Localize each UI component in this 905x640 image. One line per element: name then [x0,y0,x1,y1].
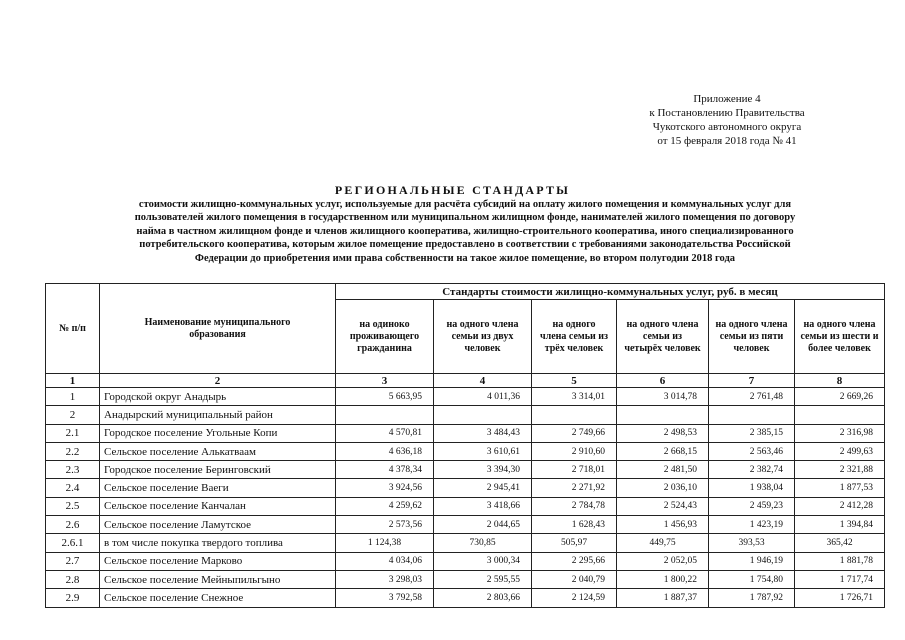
row-value-col-6 [617,406,709,424]
row-value-col-7: 1 946,19 [709,552,795,570]
row-municipality: в том числе покупка твердого топлива [100,534,336,552]
row-municipality: Сельское поселение Мейныпильгыно [100,570,336,588]
row-value-col-4: 3 000,34 [434,552,532,570]
row-value-col-5: 2 124,59 [532,589,617,607]
subtitle-line: пользователей жилого помещения в государственном или муниципальном жилищном фонде, нанимателей жилого помещения по договору [134,212,796,224]
header-sub-2: на одного члена семьи из двух человек [434,300,532,374]
table-row [46,424,885,442]
table-row [46,461,885,479]
row-municipality: Сельское поселение Канчалан [100,497,336,515]
row-value-col-3: 2 573,56 [336,516,434,534]
row-value-col-6: 2 668,15 [617,442,709,460]
row-number: 2.1 [46,424,100,442]
row-value-col-7: 2 385,15 [709,424,795,442]
row-value-col-7: 2 459,23 [709,497,795,515]
table-row [46,589,885,607]
row-value-col-8: 2 669,26 [795,388,885,406]
row-value-col-5: 1 628,43 [532,516,617,534]
row-value-col-4: 2 945,41 [434,479,532,497]
table-row [46,406,885,424]
subtitle-line: потребительского кооператива, которым жилое помещение предоставлено в соответствии с требованиями законодательства Российской [139,239,791,251]
row-value-col-7: 1 754,80 [709,570,795,588]
row-value-col-7: 2 382,74 [709,461,795,479]
row-value-col-4: 3 394,30 [434,461,532,479]
row-number: 2.9 [46,589,100,607]
row-value-col-8: 1 717,74 [795,570,885,588]
row-municipality: Сельское поселение Алькатваам [100,442,336,460]
column-number: 3 [336,374,434,388]
row-value-col-5: 2 271,92 [532,479,617,497]
row-value-col-4: 3 484,43 [434,424,532,442]
header-sub-4: на одного члена семьи из четырёх человек [617,300,709,374]
row-value-col-8: 365,42 [795,534,885,552]
row-value-col-6: 3 014,78 [617,388,709,406]
row-value-col-3: 4 570,81 [336,424,434,442]
row-municipality: Городское поселение Беринговский [100,461,336,479]
row-municipality: Анадырский муниципальный район [100,406,336,424]
row-value-col-5: 2 040,79 [532,570,617,588]
row-number: 2 [46,406,100,424]
appendix-line: от 15 февраля 2018 года № 41 [657,135,797,147]
subtitle-line: Федерации до приобретения ими права собственности на такое жилое помещение, во втором полугодии 2018 года [194,252,736,264]
row-value-col-3: 4 378,34 [336,461,434,479]
row-municipality: Городской округ Анадырь [100,388,336,406]
row-value-col-7: 393,53 [709,534,795,552]
row-value-col-4: 2 044,65 [434,516,532,534]
header-sub-1: на одиноко проживающего гражданина [336,300,434,374]
row-municipality: Сельское поселение Марково [100,552,336,570]
appendix-line: к Постановлению Правительства [649,107,805,119]
row-value-col-8: 2 316,98 [795,424,885,442]
row-number: 2.7 [46,552,100,570]
row-value-col-5: 2 910,60 [532,442,617,460]
row-number: 1 [46,388,100,406]
row-value-col-3: 3 298,03 [336,570,434,588]
row-value-col-8: 1 881,78 [795,552,885,570]
row-value-col-3: 4 636,18 [336,442,434,460]
row-value-col-3: 5 663,95 [336,388,434,406]
document-title: РЕГИОНАЛЬНЫЕ СТАНДАРТЫ [334,183,571,197]
row-value-col-7: 1 938,04 [709,479,795,497]
header-sub-6: на одного члена семьи из шести и более человек [795,300,885,374]
row-value-col-5: 3 314,01 [532,388,617,406]
document-subtitle [45,198,885,265]
row-value-col-4: 2 803,66 [434,589,532,607]
table-row [46,497,885,515]
row-municipality: Сельское поселение Ламутское [100,516,336,534]
row-value-col-4: 730,85 [434,534,532,552]
row-value-col-5: 2 749,66 [532,424,617,442]
row-value-col-6: 1 456,93 [617,516,709,534]
standards-table [45,283,885,608]
row-value-col-6: 2 052,05 [617,552,709,570]
header-municipality: Наименование муниципального образования [100,284,336,374]
row-number: 2.5 [46,497,100,515]
row-municipality: Городское поселение Угольные Копи [100,424,336,442]
row-value-col-4: 3 610,61 [434,442,532,460]
row-value-col-8: 2 499,63 [795,442,885,460]
subtitle-line: стоимости жилищно-коммунальных услуг, используемые для расчёта субсидий на оплату жилого помещения и коммунальных услуг для [138,199,792,210]
row-value-col-7: 1 787,92 [709,589,795,607]
row-value-col-4: 3 418,66 [434,497,532,515]
header-number: № п/п [46,284,100,374]
row-value-col-8 [795,406,885,424]
row-value-col-7: 2 563,46 [709,442,795,460]
table-row [46,570,885,588]
column-number: 4 [434,374,532,388]
row-value-col-6: 2 036,10 [617,479,709,497]
row-value-col-5: 2 784,78 [532,497,617,515]
row-value-col-6: 2 481,50 [617,461,709,479]
row-value-col-3: 3 924,56 [336,479,434,497]
row-value-col-8: 2 412,28 [795,497,885,515]
table-row [46,516,885,534]
column-number: 6 [617,374,709,388]
row-value-col-4: 4 011,36 [434,388,532,406]
row-value-col-7: 2 761,48 [709,388,795,406]
row-value-col-5: 2 718,01 [532,461,617,479]
header-sub-3: на одного члена семьи из трёх человек [532,300,617,374]
appendix-line: Приложение 4 [693,93,761,105]
column-number: 2 [100,374,336,388]
row-municipality: Сельское поселение Снежное [100,589,336,607]
row-value-col-5 [532,406,617,424]
row-value-col-8: 1 394,84 [795,516,885,534]
table-row [46,479,885,497]
row-value-col-6: 2 498,53 [617,424,709,442]
row-number: 2.4 [46,479,100,497]
table-row [46,534,885,552]
header-sub-5: на одного члена семьи из пяти человек [709,300,795,374]
column-number: 5 [532,374,617,388]
row-number: 2.8 [46,570,100,588]
row-value-col-3: 3 792,58 [336,589,434,607]
row-value-col-4 [434,406,532,424]
row-number: 2.2 [46,442,100,460]
header-group-standards: Стандарты стоимости жилищно-коммунальных услуг, руб. в месяц [336,284,885,300]
row-value-col-4: 2 595,55 [434,570,532,588]
column-number: 1 [46,374,100,388]
row-value-col-3: 1 124,38 [336,534,434,552]
row-value-col-6: 1 887,37 [617,589,709,607]
row-value-col-3 [336,406,434,424]
row-value-col-6: 449,75 [617,534,709,552]
column-number: 8 [795,374,885,388]
table-row [46,552,885,570]
row-number: 2.6.1 [46,534,100,552]
column-number: 7 [709,374,795,388]
row-number: 2.6 [46,516,100,534]
row-value-col-7: 1 423,19 [709,516,795,534]
table-row [46,388,885,406]
row-value-col-6: 2 524,43 [617,497,709,515]
row-value-col-3: 4 259,62 [336,497,434,515]
row-value-col-6: 1 800,22 [617,570,709,588]
row-value-col-5: 505,97 [532,534,617,552]
appendix-line: Чукотского автономного округа [652,121,802,133]
appendix-block [612,92,842,148]
row-number: 2.3 [46,461,100,479]
row-value-col-5: 2 295,66 [532,552,617,570]
row-value-col-3: 4 034,06 [336,552,434,570]
row-value-col-8: 1 877,53 [795,479,885,497]
subtitle-line: найма в частном жилищном фонде и членов жилищного кооператива, жилищно-строительного кооператива, иного специализированного [136,225,794,237]
row-municipality: Сельское поселение Ваеги [100,479,336,497]
table-row [46,442,885,460]
row-value-col-7 [709,406,795,424]
row-value-col-8: 2 321,88 [795,461,885,479]
row-value-col-8: 1 726,71 [795,589,885,607]
